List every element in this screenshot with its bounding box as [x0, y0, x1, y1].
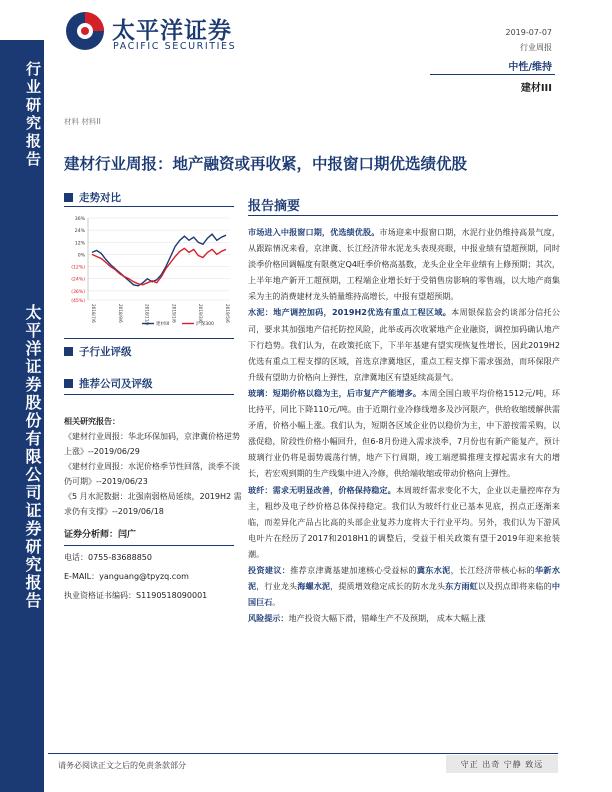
section-divider	[64, 394, 234, 395]
x-tick-label: 2019/3/6	[198, 304, 204, 323]
footer-disclaimer: 请务必阅读正文之后的免责条款部分	[58, 761, 186, 770]
section-divider	[64, 545, 234, 546]
trend-heading: 走势对比	[64, 190, 121, 205]
abstract-paragraph: 玻璃：短期价格以稳为主，后市复产产能增多。本周全国白玻平均价格1512元/吨，环比持平，同比下降110元/吨。由于近期行业冷修线增多及沙河限产，供给收缩缓解供需矛盾，价格小幅上涨。我们认为，短期各区域企业仍以稳价为主，中下游按需采购，以涨促稳，阶段性价格小幅回升，但6-8月份进入需求淡季，7月份也有新产能复产，预计玻璃行业仍将是弱势震荡行情，地产下行周期，竣工端逻辑推理支撑起需求有大的增长，若宏观到期的生产线集中进入冷修，供给端收缩或带动价格向上弹性。	[248, 387, 560, 479]
rating: 中性/维持	[508, 62, 552, 73]
x-tick-label: 2018/7/6	[91, 304, 96, 323]
abstract-paragraph: 市场进入中报窗口期，优选绩优股。市场迎来中报窗口期，水泥行业仍维持高景气度，从跟踪情况来看，京津冀、长江经济带水泥龙头表现亮眼，中报业绩有望超预期，同时淡季价格回调幅度有限奠定Q4旺季价格高基数，龙头企业全年业绩有上修预期；其次，上半年地产新开工超预期，工程端企业增长好于受销售房影响的零售端，以大地产商集采为主的消费建材龙头销量维持高增长，中报有望超预期。	[248, 227, 560, 302]
abstract-heading: 报告摘要	[248, 199, 301, 214]
analyst-block	[64, 528, 242, 543]
logo-english: PACIFIC SECURITIES	[113, 41, 237, 52]
y-tick-label: (45%)	[71, 299, 85, 304]
pacific-logo-icon	[64, 10, 106, 52]
analyst-phone: 电话：0755-83688850	[64, 553, 152, 562]
x-tick-label: 2018/11/6	[144, 304, 150, 326]
sidebar-bottom-text: 太平洋证券股份有限公司证券研究报告	[23, 304, 42, 610]
x-tick-label: 2019/1/6	[171, 304, 177, 323]
series-line	[92, 234, 226, 286]
trend-chart	[64, 212, 234, 330]
related-report-item[interactable]: 《建材行业周报：水泥价格季节性回落，淡季不淡仍可期》--2019/06/23	[64, 462, 240, 486]
legend-label: 沪深300	[196, 322, 214, 327]
abstract-body	[248, 224, 560, 626]
contact-block	[64, 550, 242, 603]
related-reports	[64, 414, 242, 519]
footer-divider	[48, 753, 558, 754]
footer-motto: 守正 出奇 宁静 致远	[446, 755, 558, 773]
paragraph-keyword: 市场进入中报窗口期，优选绩优股。	[248, 227, 380, 237]
y-tick-label: 0%	[77, 253, 85, 259]
analyst-label: 证券分析师：	[64, 530, 119, 540]
analyst-license: 执业资格证书编码：S1190518090001	[64, 591, 208, 600]
paragraph-keyword: 玻璃：短期价格以稳为主，后市复产产能增多。	[248, 387, 422, 398]
section-divider	[64, 338, 234, 339]
paragraph-keyword: 风险提示：	[248, 613, 289, 624]
paragraph-keyword: 水泥：地产调控加码，2019H2优选有重点工程区域。	[248, 307, 452, 318]
industry-rating-heading: 子行业评级	[64, 344, 132, 359]
section-bullet-icon	[64, 379, 73, 388]
x-tick-label: 2018/9/6	[117, 304, 123, 323]
recommend-heading: 推荐公司及评级	[64, 376, 153, 391]
logo-chinese: 太平洋证券	[112, 18, 232, 44]
analyst-name: 闫广	[118, 530, 137, 540]
abstract-paragraph: 水泥：地产调控加码，2019H2优选有重点工程区域。本周银保监会约谈部分信托公司，要求其加强地产信托防控风险，此举或再次收紧地产企业融资，调控加码确认地产下行趋势。我们认为，在政策托底下，下半年基建有望实现恢复性增长，因此2019H2优选有重点工程支撑的区域，首选京津冀地区，重点工程支撑下需求强劲，而环保限产升级有望助力价格向上弹性，京津冀地区有望延续高景气。	[248, 307, 560, 382]
y-tick-label: 36%	[74, 217, 85, 222]
report-date: 2019-07-07	[505, 28, 552, 37]
report-type: 行业周报	[520, 43, 552, 52]
y-tick-label: 24%	[74, 229, 85, 235]
y-tick-label: (36%)	[71, 289, 85, 295]
header-divider	[430, 74, 555, 75]
abstract-paragraph: 风险提示：地产投资大幅下滑，错峰生产不及预期， 成本大幅上涨	[248, 613, 486, 624]
abstract-divider	[248, 215, 558, 216]
section-divider	[64, 206, 234, 207]
paragraph-keyword: 投资建议：	[248, 564, 291, 575]
paragraph-keyword: 玻纤：需求无明显改善，价格保持稳定。	[248, 484, 396, 495]
y-tick-label: 12%	[74, 241, 85, 247]
y-tick-label: (24%)	[71, 277, 85, 283]
abstract-paragraph: 投资建议：推荐京津冀基建加速核心受益标的冀东水泥，长江经济带核心标的华新水泥，行业龙头海螺水泥，提质增效稳定成长的防水龙头东方雨虹以及拐点即将来临的中国巨石。	[248, 564, 560, 608]
related-report-item[interactable]: 《5 月水泥数据：北强南弱格局延续，2019H2 需求仍有支撑》--2019/06/18	[64, 492, 242, 516]
page-title: 建材行业周报：地产融资或再收紧，中报窗口期优选绩优股	[64, 154, 468, 173]
legend-label: 建材III	[156, 322, 170, 327]
sidebar-top-text: 行业研究报告	[24, 61, 42, 169]
analyst-email[interactable]: E-MAIL：yanguang@tpyzq.com	[64, 572, 189, 581]
section-bullet-icon	[64, 347, 73, 356]
y-tick-label: (12%)	[71, 265, 85, 271]
breadcrumb: 材料 材料II	[64, 117, 101, 126]
sector: 建材III	[520, 83, 552, 94]
related-heading: 相关研究报告：	[64, 417, 120, 426]
abstract-paragraph: 玻纤：需求无明显改善，价格保持稳定。本周玻纤需求变化不大，企业以走量控库存为主，粗纱及电子纱价格总体保持稳定。我们认为玻纤行业已基本见底，拐点正逐渐来临，而差异化产品占比高的头部企业复苏力度将大于行业平均。另外，我们认为下游风电叶片在经历了2017和2018H1的调整后，受益于相关政策有望于2019年迎来抢装潮。	[248, 484, 560, 559]
related-report-item[interactable]: 《建材行业周报：华北环保加码，京津冀价格逆势上涨》--2019/06/29	[64, 432, 240, 456]
section-bullet-icon	[64, 193, 73, 202]
x-tick-label: 2019/5/6	[225, 304, 230, 323]
